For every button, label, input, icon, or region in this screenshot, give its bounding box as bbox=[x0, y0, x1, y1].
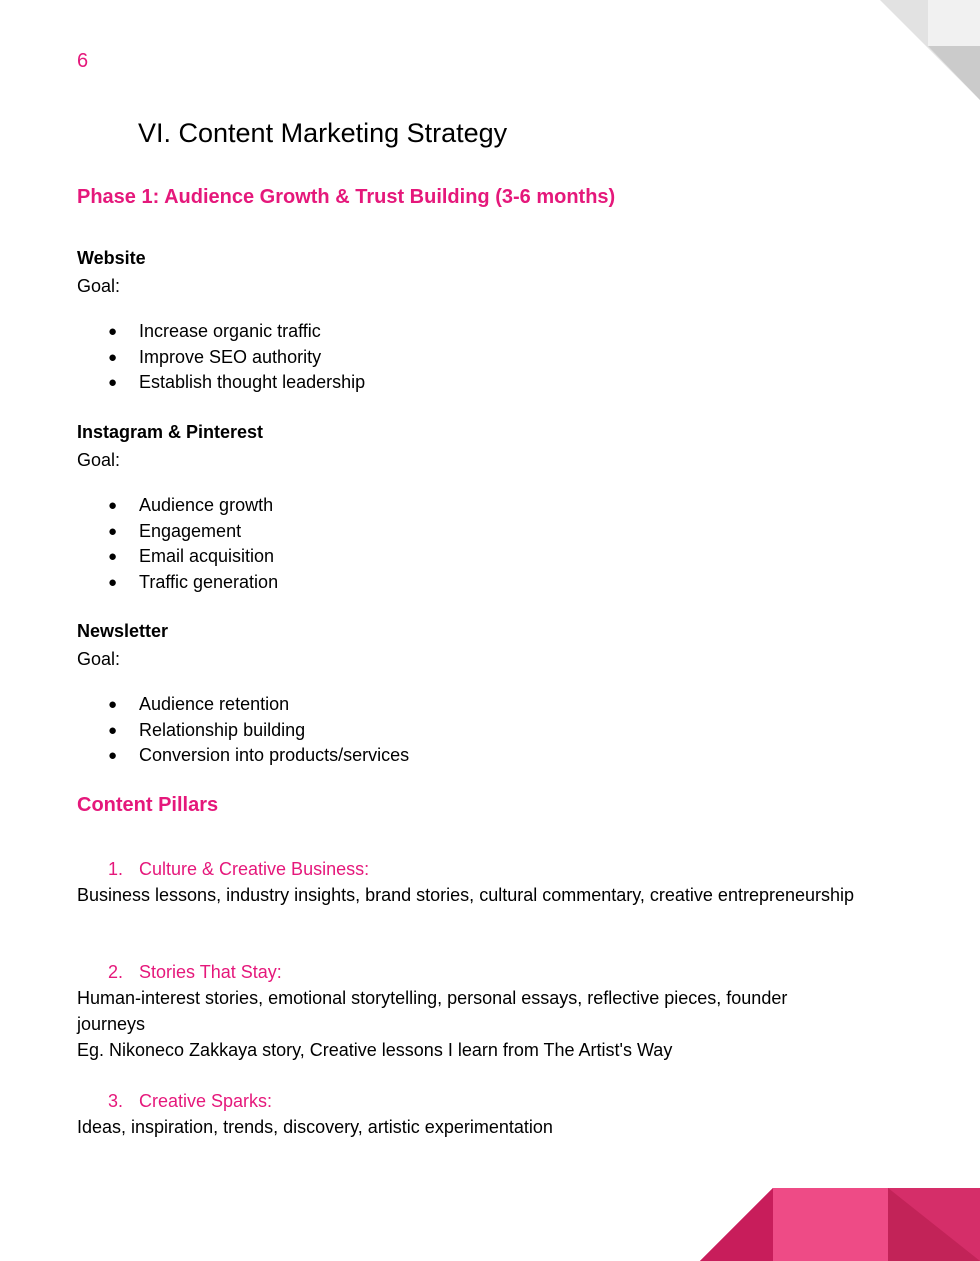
pillar-stories-that-stay bbox=[77, 959, 857, 1063]
pillar-description: Human-interest stories, emotional storytelling, personal essays, reflective pieces, founder journeys bbox=[77, 988, 788, 1034]
goal-label: Goal: bbox=[77, 450, 121, 470]
list-item: ● Increase organic traffic bbox=[77, 319, 365, 345]
list-item: ● Relationship building bbox=[77, 718, 409, 744]
goal-label: Goal: bbox=[77, 649, 121, 669]
goal-list bbox=[77, 493, 278, 595]
content-pillars-heading: Content Pillars bbox=[77, 794, 219, 816]
goal-list bbox=[77, 319, 365, 396]
corner-decoration-top bbox=[880, 0, 980, 100]
bullet-icon: ● bbox=[108, 721, 118, 739]
goal-label: Goal: bbox=[77, 276, 121, 296]
pillar-creative-sparks bbox=[77, 1088, 857, 1140]
pillar-title: 2. Stories That Stay: bbox=[108, 962, 282, 982]
channel-newsletter bbox=[77, 618, 409, 769]
bullet-icon: ● bbox=[108, 573, 118, 591]
channel-website bbox=[77, 245, 365, 396]
channel-name: Website bbox=[77, 248, 146, 268]
page-number: 6 bbox=[77, 50, 89, 72]
bullet-icon: ● bbox=[108, 323, 118, 340]
list-item: ● Conversion into products/services bbox=[77, 743, 409, 769]
list-item: ● Engagement bbox=[77, 519, 278, 545]
list-item: ● Improve SEO authority bbox=[77, 345, 365, 371]
bullet-icon: ● bbox=[108, 348, 118, 366]
pillar-example: Eg. Nikoneco Zakkaya story, Creative lessons I learn from The Artist's Way bbox=[77, 1040, 673, 1060]
section-title: VI. Content Marketing Strategy bbox=[138, 118, 508, 148]
pillar-description: Ideas, inspiration, trends, discovery, artistic experimentation bbox=[77, 1117, 553, 1137]
list-item: ● Traffic generation bbox=[77, 570, 278, 596]
goal-list bbox=[77, 692, 409, 769]
bullet-icon: ● bbox=[108, 548, 118, 565]
phase-heading: Phase 1: Audience Growth & Trust Building (3-6 months) bbox=[77, 186, 616, 208]
bullet-icon: ● bbox=[108, 522, 118, 540]
channel-name: Newsletter bbox=[77, 621, 169, 641]
bullet-icon: ● bbox=[108, 374, 118, 391]
list-item: ● Audience growth bbox=[77, 493, 278, 519]
pillar-description: Business lessons, industry insights, brand stories, cultural commentary, creative entrepreneurship bbox=[77, 885, 855, 905]
channel-instagram-pinterest bbox=[77, 419, 278, 595]
list-item: ● Audience retention bbox=[77, 692, 409, 718]
bullet-icon: ● bbox=[108, 497, 118, 514]
bullet-icon: ● bbox=[108, 696, 118, 713]
corner-decoration-bottom bbox=[700, 1188, 980, 1261]
pillar-culture-creative-business bbox=[77, 856, 857, 908]
list-item: ● Email acquisition bbox=[77, 544, 278, 570]
list-item: ● Establish thought leadership bbox=[77, 370, 365, 396]
pillar-title: 3. Creative Sparks: bbox=[108, 1091, 273, 1111]
channel-name: Instagram & Pinterest bbox=[77, 422, 264, 442]
pillar-title: 1. Culture & Creative Business: bbox=[108, 859, 370, 879]
bullet-icon: ● bbox=[108, 747, 118, 764]
